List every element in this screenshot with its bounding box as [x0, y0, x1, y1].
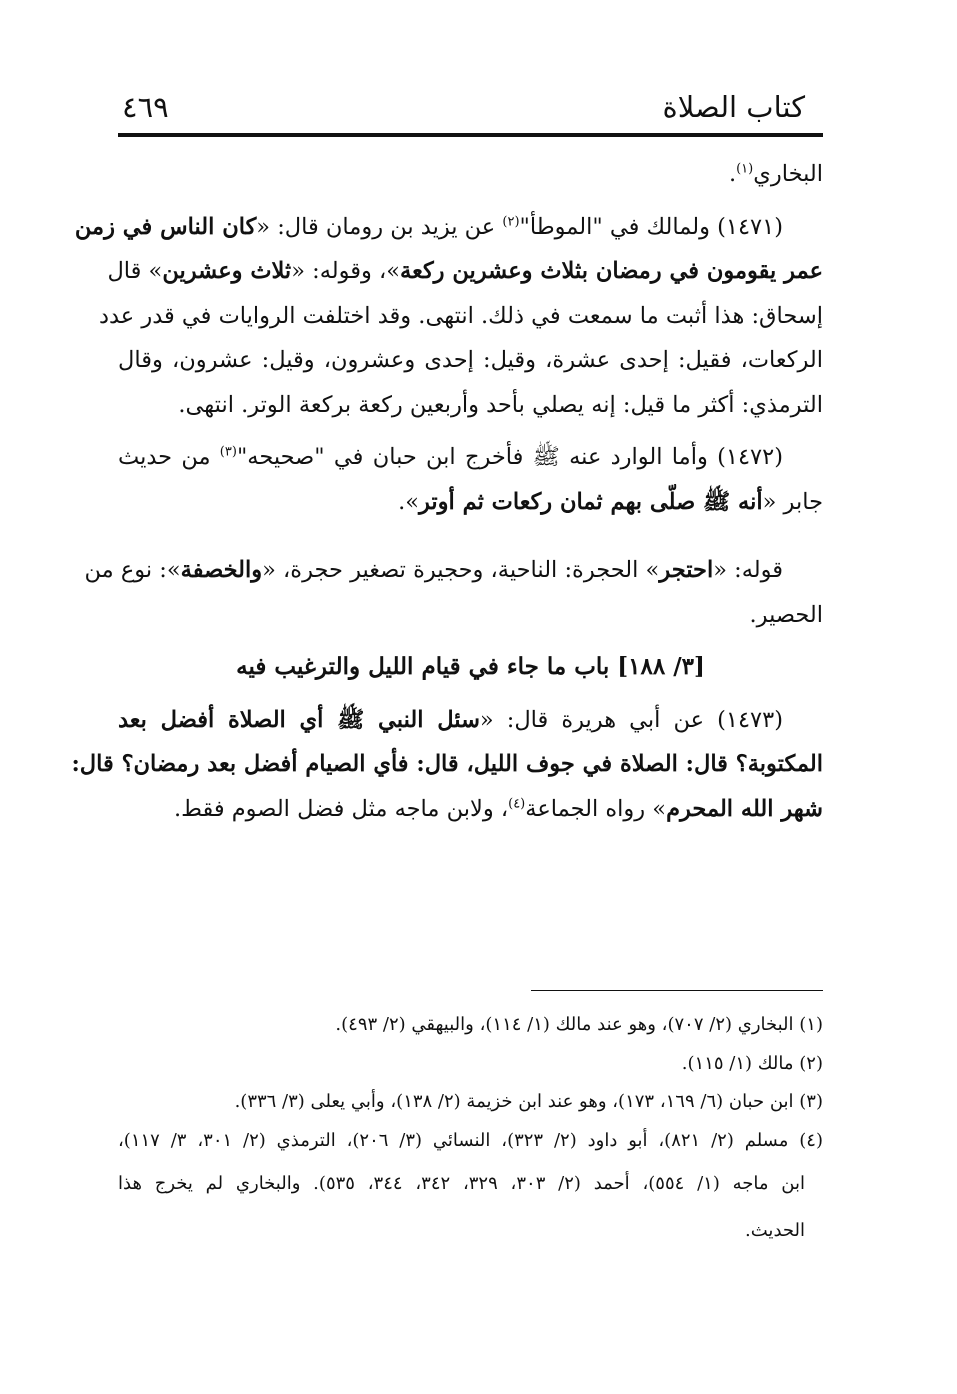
text-run: . [728, 161, 737, 187]
footnote-3: (٣) ابن حبان (٦/ ١٦٩، ١٧٣)، وهو عند ابن خزيمة (٢/ ١٣٨)، وأبي يعلى (٣/ ٣٣٦). [234, 1091, 823, 1112]
text-run: قوله: « [713, 557, 783, 583]
main-text [71, 152, 823, 831]
paragraph-1472-line-2 [118, 480, 823, 525]
text-run: » رواه الجماعة [525, 795, 667, 822]
quoted-text: والخصفة [180, 557, 263, 583]
paragraph-1471-line-5: الترمذي: أكثر ما قيل: إنه يصلي بأحد وأربعين ركعة بركعة الوتر. انتهى. [178, 391, 823, 418]
footnote-2: (٢) مالك (١/ ١١٥). [681, 1052, 823, 1074]
section-heading: [٣/ ١٨٨] باب ما جاء في قيام الليل والترغيب فيه [236, 653, 705, 680]
footnote-marker-2: (٢) [502, 214, 520, 229]
paragraph-gap [118, 637, 823, 645]
text-run: »، وقوله: « [291, 258, 401, 284]
paragraph-1473-line-3 [118, 787, 823, 832]
footnote-4-line-1: (٤) مسلم (٢/ ٨٢١)، أبو داود (٢/ ٣٢٣)، النسائي (٣/ ٢٠٦)، الترمذي (٢/ ٣٠١، ٣/ ١١٧)، [118, 1129, 823, 1151]
text-run: من حديث [118, 444, 220, 470]
quoted-text: سئل النبي ﷺ أي الصلاة أفضل بعد [118, 706, 480, 733]
text-run: جابر « [762, 488, 823, 515]
text-run: (١٤٧١) ولمالك في "الموطأ" [519, 213, 783, 240]
footnote-marker-4: (٤) [508, 796, 526, 811]
commentary-line-1 [84, 548, 823, 593]
quoted-text: احتجر [659, 557, 714, 583]
footnote-marker-3: (٣) [219, 444, 237, 460]
text-run: (١٤٧٣) عن أبي هريرة قال: « [479, 706, 783, 733]
text-run: »: نوع من [84, 557, 181, 583]
text-run: » قال [107, 258, 163, 284]
quoted-text: عمر يقومون في رمضان بثلاث وعشرين ركعة [400, 258, 823, 284]
footnote-4-line-3: الحديث. [745, 1220, 805, 1241]
paragraph-1471-line-1 [74, 205, 823, 250]
paragraph-continuation [118, 152, 823, 197]
quoted-text: المكتوبة؟ قال: الصلاة في جوف الليل، قال: فأي الصيام أفضل بعد رمضان؟ قال: [71, 751, 823, 777]
paragraph-1473-line-1 [118, 698, 823, 743]
footnote-marker-1: (١) [736, 161, 754, 177]
running-title: كتاب الصلاة [662, 90, 805, 124]
text-run: عن يزيد بن رومان قال: « [256, 213, 503, 240]
text-run: ». [398, 488, 419, 515]
text-run: (١٤٧٢) وأما الوارد عنه ﷺ فأخرج ابن حبان في "صحيحه" [236, 444, 783, 470]
text-run: ، ولابن ماجه مثل فضل الصوم فقط. [173, 795, 509, 822]
quoted-text: ثلاث وعشرين [162, 258, 292, 284]
paragraph-gap [118, 197, 823, 205]
quoted-text: كان الناس في زمن [74, 213, 257, 240]
page-number: ٤٦٩ [122, 90, 169, 124]
paragraph-gap [118, 524, 823, 548]
paragraph-1471-line-2 [107, 249, 823, 294]
quoted-text: شهر الله المحرم [666, 795, 823, 822]
paragraph-1471-line-4: الركعات، فقيل: إحدى عشرة، وقيل: إحدى وعشرون، وقيل: عشرون، وقال [118, 347, 823, 373]
quoted-text: أنه ﷺ صلّى بهم ثمان ركعات ثم أوتر [418, 488, 763, 515]
paragraph-1472-line-1 [118, 435, 823, 480]
running-header [118, 86, 823, 132]
footnote-separator [531, 990, 823, 991]
paragraph-gap [118, 690, 823, 698]
paragraph-gap [118, 427, 823, 435]
footnotes [118, 1006, 823, 1254]
paragraph-1473-line-2 [71, 742, 823, 787]
text-run: » الحجرة: الناحية، وحجيرة تصغير حجرة، « [262, 557, 660, 583]
paragraph-1471-line-3: إسحاق: هذا أثبت ما سمعت في ذلك. انتهى. وقد اختلفت الروايات في قدر عدد [98, 302, 823, 329]
commentary-line-2: الحصير. [749, 601, 823, 628]
footnote-1: (١) البخاري (٢/ ٧٠٧)، وهو عند مالك (١/ ١١٤)، والبيهقي (٢/ ٤٩٣). [335, 1014, 823, 1035]
book-page [71, 0, 823, 1394]
text-run: البخاري [753, 161, 823, 187]
footnote-4-line-2: ابن ماجه (١/ ٥٥٤)، أحمد (٢/ ٣٠٣، ٣٢٩، ٣٤٢، ٣٤٤، ٥٣٥). والبخاري لم يخرج هذا [118, 1173, 806, 1194]
header-rule [118, 133, 823, 137]
